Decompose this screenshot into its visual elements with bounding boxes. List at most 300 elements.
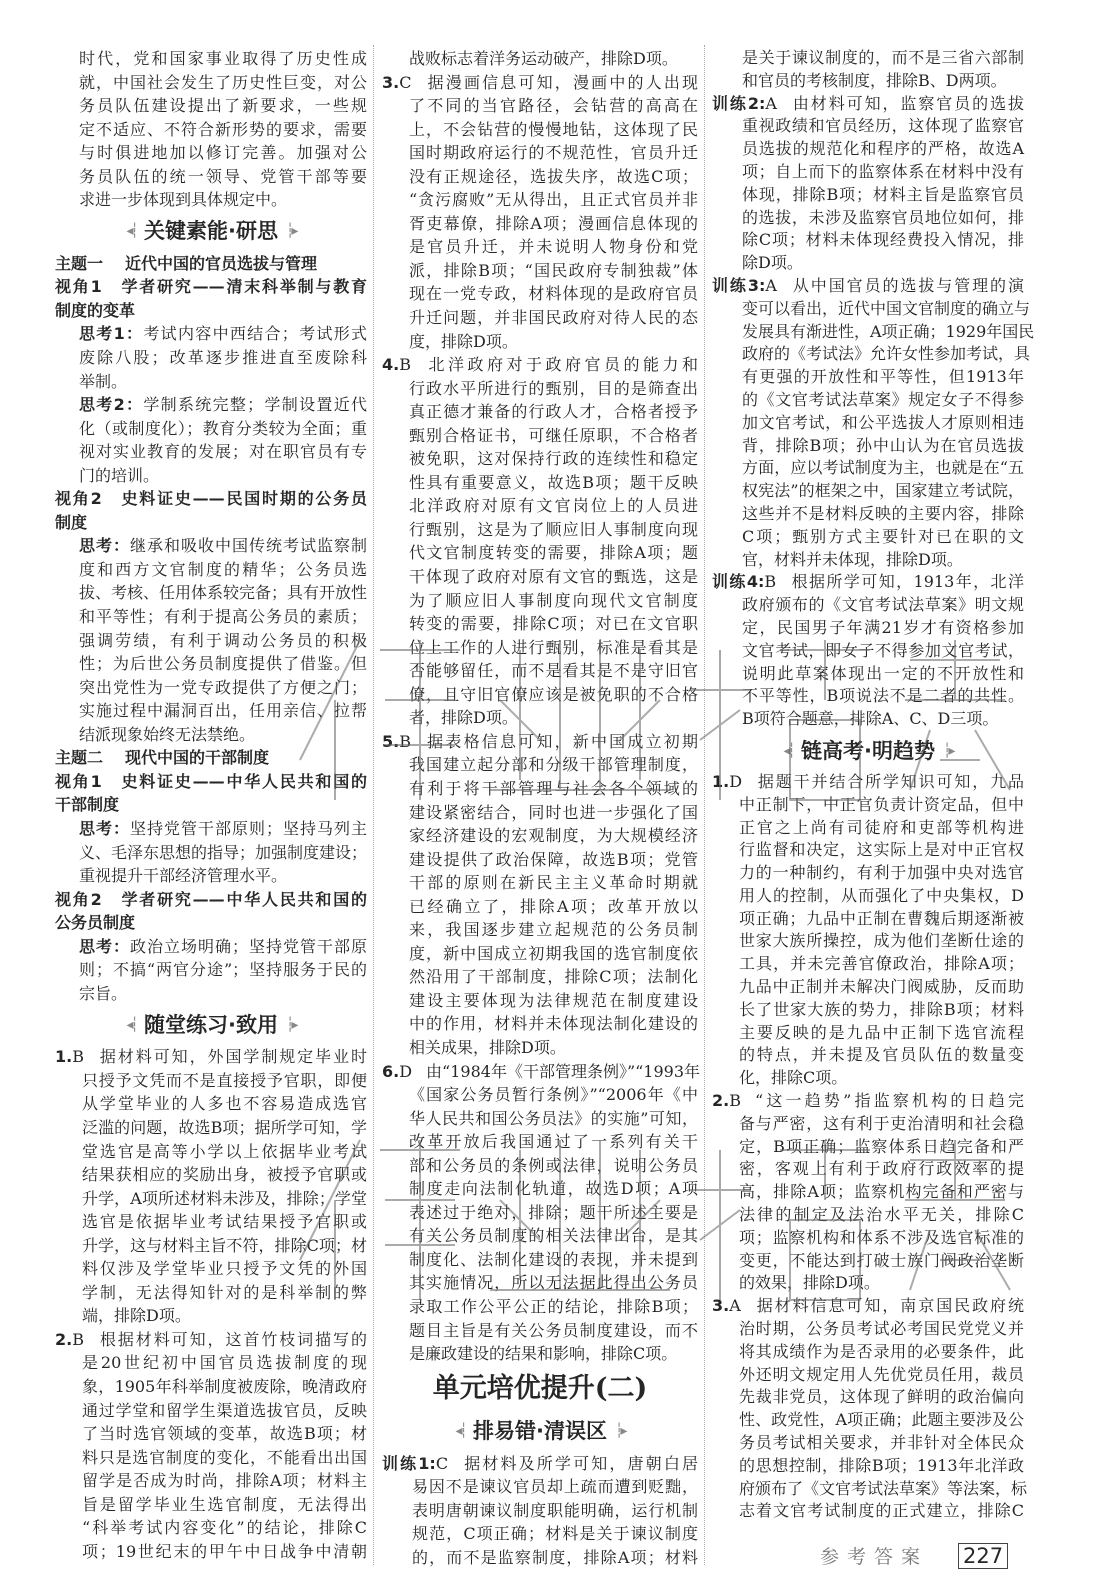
line-text: 是官员升迁，并未说明人物身份和党 — [409, 237, 698, 257]
text-line — [409, 447, 698, 471]
text-line — [412, 1499, 698, 1523]
line-text: 根据材料可知，这首竹枝词描写的 — [97, 1329, 367, 1349]
item-answer: B — [729, 1091, 741, 1111]
line-text: 变更，不能达到打破士族门阀政治垄断 — [739, 1250, 1024, 1270]
text-line — [79, 723, 367, 747]
text-line — [712, 771, 1024, 794]
line-text: 者，排除D项。 — [409, 708, 518, 728]
line-text: 《国家公务员暂行条例》”“2006年《中 — [409, 1085, 698, 1105]
line-text: 学者研究——中华人民共和国的 — [119, 889, 367, 909]
line-text: 加文官考试，和公平选拔人才原则相违 — [742, 412, 1024, 432]
text-line — [409, 753, 698, 777]
text-line — [742, 184, 1024, 207]
banner-deco-right-icon: ┆▸ — [614, 1422, 625, 1439]
text-line — [409, 47, 698, 71]
answer-item — [382, 47, 698, 71]
line-text: 北洋政府对原有文官岗位上的人员进 — [409, 496, 698, 516]
line-text: 性、政党性，A项正确；此题主要涉及公 — [739, 1410, 1024, 1430]
text-line — [412, 1546, 698, 1570]
answer-item — [382, 730, 698, 1060]
line-text: 行甄别，这是为了顺应旧人事制度向现 — [409, 519, 698, 539]
answer-item — [712, 571, 1024, 731]
text-line — [409, 118, 698, 142]
text-line — [409, 188, 698, 212]
line-text: 料只是选官制度的变化，不能看出出国 — [82, 1447, 367, 1467]
banner-deco-left-icon: ◂┆ — [126, 223, 136, 240]
answer-item — [382, 1060, 701, 1366]
text-line — [739, 862, 1024, 885]
line-text: 家经济建设的宏观制度，为大规模经济 — [409, 826, 698, 846]
text-line — [742, 321, 1035, 344]
line-text: 用人的控制，从而强化了中央集权，D — [739, 885, 1024, 905]
line-text: 高，排除A项；监察机构完备和严密与 — [739, 1182, 1024, 1202]
line-text: 根据所学可知，1913年，北洋 — [790, 572, 1024, 592]
line-text: C项；甄别方式主要针对已在职的文 — [742, 526, 1024, 546]
text-line — [409, 424, 698, 448]
item-answer: B — [399, 731, 411, 751]
line-text: 现在一党专政，材料体现的是政府官员 — [409, 284, 698, 304]
perspective-heading — [55, 487, 367, 534]
line-text: 战败标志着洋务运动破产，排除D项。 — [409, 49, 678, 68]
text-line — [742, 207, 1024, 230]
line-text: 政府颁布的《文官考试法草案》明文规 — [742, 595, 1024, 615]
text-line — [382, 1060, 701, 1084]
text-line — [79, 440, 367, 464]
line-text: 改革开放后我国通过了一系列有关干 — [409, 1132, 698, 1152]
paragraph — [55, 393, 367, 487]
line-text: 工具，并未完善官僚政治，排除A项； — [739, 954, 1024, 974]
label: 思考2： — [79, 395, 144, 415]
text-line — [79, 558, 367, 582]
line-text: 除C项；材料未体现经费投入情况，排 — [742, 230, 1024, 250]
line-text: 史料证史——民国时期的公务员 — [119, 489, 367, 509]
text-line — [409, 801, 698, 825]
text-line — [79, 165, 367, 189]
banner-title: 链高考·明趋势 — [801, 738, 935, 763]
text-line — [409, 706, 698, 730]
label: 思考1： — [79, 324, 144, 344]
line-text: 建设提供了政治保障，故选B项；党管 — [409, 849, 698, 869]
text-line — [79, 322, 367, 346]
text-line — [79, 94, 367, 118]
text-line — [739, 885, 1024, 908]
line-text: 重视提升干部经济管理水平。 — [79, 866, 288, 886]
line-text: 行监督和决定，这实际上是对中正官权 — [739, 840, 1024, 860]
text-line — [82, 1281, 367, 1305]
answer-column-1 — [55, 47, 367, 1563]
text-line — [409, 612, 698, 636]
line-text: 项；19世纪末的甲午中日战争中清朝 — [82, 1541, 367, 1561]
text-line — [79, 47, 367, 71]
text-line — [739, 1386, 1024, 1409]
line-text: 和官员的考核制度，排除B、D两项。 — [742, 70, 1007, 90]
line-text: 发展具有渐进性，A项正确；1929年国民 — [742, 321, 1035, 341]
line-text: 否能够留任，而不是看其是不是守旧官 — [409, 661, 698, 681]
text-line — [82, 1540, 367, 1564]
text-line — [82, 1422, 367, 1446]
line-text: 表述过于绝对，排除；题干所述主要是 — [409, 1202, 698, 1222]
line-text: 的效果，排除D项。 — [739, 1273, 880, 1293]
item-number: 2. — [55, 1329, 73, 1349]
text-line — [79, 188, 367, 212]
text-line — [79, 346, 367, 370]
line-text: 相关成果，排除D项。 — [409, 1037, 566, 1057]
line-text: “这一趋势”指监察机构的日趋完 — [754, 1091, 1024, 1111]
text-line — [409, 235, 698, 259]
line-text: 据题干并结合所学知识可知，九品 — [756, 771, 1024, 791]
line-text: 化（或制度化）；教育分类较为全面；重 — [79, 418, 367, 438]
text-line — [739, 953, 1024, 976]
text-line — [79, 935, 367, 959]
line-text: 录取工作公平公正的结论，排除B项； — [409, 1296, 698, 1316]
text-line — [739, 1227, 1024, 1250]
line-text: 位上工作的人进行甄别，标准是看其是 — [409, 637, 698, 657]
line-text: 变可以看出，近代中国文官制度的确立与 — [742, 298, 1031, 318]
label: 思考： — [79, 536, 130, 556]
line-text: 就，中国社会发生了历史性巨变，对公 — [79, 72, 367, 92]
text-line — [739, 1318, 1024, 1341]
text-line — [79, 141, 367, 165]
line-text: 正官之上尚有司徒府和吏部等机构进 — [739, 817, 1024, 837]
text-line — [79, 534, 367, 558]
line-text: 被免职，这对保持行政的连续性和稳定 — [409, 449, 698, 469]
text-line — [82, 1469, 367, 1493]
line-text: 的选拔，未涉及监察官员地位如何，排 — [742, 207, 1024, 227]
text-line — [82, 1116, 367, 1140]
text-line — [79, 817, 367, 841]
line-text: 题目主旨是有关公务员制度建设，而不 — [409, 1320, 698, 1340]
line-text: 中正制下，中正官负责计资定品，但中 — [739, 794, 1024, 814]
line-text: 结派现象始终无法禁绝。 — [79, 724, 256, 744]
text-line — [742, 594, 1024, 617]
text-line — [742, 389, 1024, 412]
line-text: 重视政绩和官员经历，这体现了监察官 — [742, 116, 1024, 136]
topic-heading — [55, 252, 367, 276]
text-line — [55, 511, 367, 535]
text-line — [409, 471, 698, 495]
item-answer: C — [435, 1453, 449, 1473]
line-text: 不平等性，B项说法不是二者的共性。 — [742, 686, 1024, 706]
line-text: 上，不会钻营的慢慢地钻，这体现了民 — [409, 119, 698, 139]
line-text: 项；监察机构和体系不涉及选官标准的 — [739, 1227, 1024, 1247]
text-line — [409, 1319, 698, 1343]
text-line — [409, 965, 698, 989]
text-line — [55, 793, 367, 817]
text-line — [409, 541, 698, 565]
text-line — [409, 1271, 698, 1295]
text-line — [409, 1036, 698, 1060]
banner-title: 随堂练习·致用 — [144, 1012, 278, 1037]
line-text: 华人民共和国公务员法》的实施”可知， — [409, 1108, 698, 1128]
item-answer: C — [399, 72, 412, 92]
item-answer: D — [729, 771, 743, 791]
line-text: 定，B项正确；监察体系日趋完备和严 — [739, 1136, 1024, 1156]
section-banner — [712, 731, 1024, 771]
line-text: 料仅涉及学堂毕业只授予文凭的外国 — [82, 1259, 367, 1279]
text-line — [739, 1341, 1024, 1364]
unit-heading: 单元培优提升(二) — [432, 1372, 648, 1404]
text-line — [409, 1012, 698, 1036]
line-text: 务员考试相关要求，并非针对全体民众 — [739, 1433, 1024, 1453]
line-text: 干体现了政府对原有文官的甄选，这是 — [409, 567, 698, 587]
line-text: “贪污腐败”无从得出，且正式官员并非 — [409, 190, 698, 210]
line-text: 据材料可知，外国学制规定毕业时 — [97, 1047, 367, 1067]
text-line — [409, 848, 698, 872]
text-line — [409, 1224, 698, 1248]
line-text: 僚，且守旧官僚应该是被免职的不合格 — [409, 684, 698, 704]
text-line — [412, 1475, 698, 1499]
text-line — [82, 1399, 367, 1423]
line-text: 员选拔的规范化和程序的严格，故选A — [742, 139, 1024, 159]
banner-title: 关键素能·研思 — [144, 219, 278, 244]
text-line — [409, 636, 698, 660]
text-line — [409, 871, 698, 895]
line-text: 端，排除D项。 — [82, 1306, 191, 1326]
line-text: “科举考试内容变化”的结论，排除C — [82, 1518, 367, 1538]
text-line — [55, 275, 367, 299]
line-text: 制度走向法制化轨道，故选D项；A项 — [409, 1179, 698, 1199]
item-number: 训练4: — [712, 572, 765, 592]
line-text: 的《文官考试法草案》规定女子不得参 — [742, 389, 1024, 409]
text-line — [82, 1493, 367, 1517]
line-text: 干部制度 — [55, 795, 120, 815]
footer-label: 参考答案 — [820, 1546, 929, 1568]
label: 视角2 — [55, 489, 102, 509]
text-line — [382, 1452, 698, 1476]
text-line — [742, 480, 1024, 503]
text-line — [79, 71, 367, 95]
line-text: 文官考试，即女子不得参加文官考试， — [742, 640, 1024, 660]
line-text: 时代，党和国家事业取得了历史性成 — [79, 49, 367, 68]
text-line — [409, 659, 698, 683]
text-line — [742, 640, 1024, 663]
item-answer: B — [72, 1329, 84, 1349]
topic-title: 近代中国的官员选拔与管理 — [125, 253, 318, 273]
line-text: 据材料信息可知，南京国民政府统 — [754, 1296, 1024, 1316]
topic-label: 主题一 — [55, 253, 104, 273]
text-line — [409, 1295, 698, 1319]
text-line — [82, 1069, 367, 1093]
text-line — [742, 435, 1024, 458]
text-line — [82, 1163, 367, 1187]
line-text: 坚持党管干部原则；坚持马列主 — [130, 818, 367, 838]
line-text: 度，新中国成立初期我国的选官制度依 — [409, 943, 698, 963]
text-line — [739, 1500, 1024, 1523]
line-text: 据表格信息可知，新中国成立初期 — [424, 731, 698, 751]
text-line — [742, 70, 1024, 93]
line-text: 甄别合格证书，可继任原职，不合格者 — [409, 425, 698, 445]
line-text: 九品中正制并未解决门阀威胁，反而助 — [739, 977, 1024, 997]
line-text: 从学堂毕业的人多也不容易造成选官 — [82, 1094, 367, 1114]
text-line — [739, 1113, 1024, 1136]
text-line — [742, 685, 1024, 708]
banner-deco-left-icon: ◂┆ — [126, 1016, 136, 1033]
text-line — [409, 400, 698, 424]
text-line — [82, 1092, 367, 1116]
text-line — [409, 683, 698, 707]
text-line — [742, 138, 1024, 161]
text-line — [409, 94, 698, 118]
line-text: 旨是留学毕业生选官制度，无法得出 — [82, 1494, 367, 1514]
answer-item — [382, 71, 698, 354]
line-text: 项正确；九品中正制在曹魏后期逐渐被 — [739, 908, 1024, 928]
line-text: 建设紧密结合，同时也进一步强化了国 — [409, 802, 698, 822]
text-line — [742, 366, 1024, 389]
text-line — [739, 1181, 1024, 1204]
text-line — [409, 282, 698, 306]
line-text: 废除八股；改革逐步推进直至废除科 — [79, 348, 367, 368]
column-divider — [704, 45, 705, 1565]
item-answer: A — [729, 1296, 741, 1316]
item-number: 训练2: — [712, 93, 766, 113]
line-text: 义、毛泽东思想的指导；加强制度建设； — [79, 842, 368, 862]
text-line — [79, 676, 367, 700]
paragraph — [55, 47, 367, 212]
answer-item — [382, 353, 698, 730]
text-line — [409, 306, 698, 330]
label: 视角1 — [55, 277, 102, 297]
text-line — [739, 930, 1024, 953]
answer-item — [55, 1328, 367, 1563]
line-text: 说明此草案体现出一定的不开放性和 — [742, 663, 1024, 683]
line-text: 没有正规途径，选拔失序，故选C项； — [409, 166, 698, 186]
text-line — [409, 165, 698, 189]
paragraph — [55, 817, 367, 888]
line-text: 史料证史——中华人民共和国的 — [119, 771, 367, 791]
banner-title: 排易错·清误区 — [473, 1418, 607, 1443]
column-divider — [373, 45, 374, 1565]
text-line — [79, 699, 367, 723]
paragraph — [55, 534, 367, 746]
line-text: 来，我国逐步建立起规范的公务员制 — [409, 920, 698, 940]
section-banner — [55, 212, 367, 252]
text-line — [739, 1136, 1024, 1159]
line-text: 将其成绩作为是否录用的必要条件，此 — [739, 1341, 1024, 1361]
text-line — [742, 229, 1024, 252]
line-text: 政治立场明确；坚持党管干部原 — [130, 936, 367, 956]
text-line — [409, 1201, 698, 1225]
label: 视角2 — [55, 889, 102, 909]
banner-deco-left-icon: ◂┆ — [455, 1422, 465, 1439]
text-line — [742, 663, 1024, 686]
line-text: 除D项。 — [742, 253, 803, 273]
text-line — [55, 888, 367, 912]
banner-deco-right-icon: ┆▸ — [285, 1016, 296, 1033]
line-text: 府颁布了《文官考试法草案》等法案，标 — [739, 1478, 1028, 1498]
line-text: 的思想控制，排除B项；1913年北洋政 — [739, 1455, 1024, 1475]
line-text: 实施过程中漏洞百出，任用亲信、拉帮 — [79, 701, 367, 721]
line-text: 升迁问题，并非国民政府对待人民的态 — [409, 308, 698, 328]
line-text: 了当时选官领域的变革，故选B项；材 — [82, 1424, 367, 1444]
line-text: 有利于将干部管理与社会各个领域的 — [409, 778, 698, 798]
answer-item — [382, 1452, 698, 1570]
text-line — [742, 549, 1024, 572]
line-text: 升学，A项所述材料未涉及，排除；学堂 — [82, 1188, 367, 1208]
line-text: 真正德才兼备的行政人才，合格者授予 — [409, 402, 698, 422]
text-line — [412, 1522, 698, 1546]
answer-column-2 — [382, 47, 701, 1569]
text-line — [79, 118, 367, 142]
perspective-heading — [55, 275, 367, 322]
text-line — [409, 1130, 698, 1154]
line-text: 性；为后世公务员制度提供了借鉴。但 — [79, 654, 367, 674]
line-text: 主要反映的是九品中正制下选官流程 — [739, 1022, 1024, 1042]
line-text: 外还明文规定用人先优党员任用，裁员 — [739, 1364, 1024, 1384]
text-line — [739, 1250, 1024, 1273]
item-number: 2. — [712, 1091, 730, 1111]
line-text: 其实施情况，所以无法据此得出公务员 — [409, 1273, 698, 1293]
line-text: 北洋政府对于政府官员的能力和 — [424, 355, 698, 375]
line-text: 治时期，公务员考试必考国民党党义并 — [739, 1319, 1024, 1339]
line-text: 突出党性为一党专政提供了方便之门； — [79, 677, 367, 697]
line-text: 有关公务员制度的相关法律出台，是其 — [409, 1226, 698, 1246]
text-line — [712, 275, 1024, 298]
page-footer — [820, 1542, 1008, 1569]
text-line — [739, 1455, 1024, 1478]
line-text: 宗旨。 — [79, 983, 128, 1003]
line-text: 强调劳绩，有利于调动公务员的积极 — [79, 630, 367, 650]
answer-item — [712, 275, 1035, 571]
line-text: 只授予文凭而不是直接授予官职，即便 — [82, 1070, 367, 1090]
line-text: 务员队伍的统一领导、党管干部等要 — [79, 166, 367, 186]
line-text: 中的作用，材料并未体现法制化建设的 — [409, 1014, 698, 1034]
line-text: 性具有重要意义，故选B项；题干反映 — [409, 472, 698, 492]
line-text: 化，排除C项。 — [739, 1068, 848, 1088]
text-line — [739, 817, 1024, 840]
text-line — [409, 918, 698, 942]
line-text: 拔、考核、任用体系较完备；具有开放性 — [79, 583, 368, 603]
text-line — [739, 839, 1024, 862]
line-text: 官，材料并未体现，排除D项。 — [742, 549, 963, 569]
text-line — [409, 518, 698, 542]
text-line — [739, 908, 1024, 931]
line-text: 结果获相应的奖励出身，被授予官职或 — [82, 1165, 367, 1185]
text-line — [55, 911, 367, 935]
line-text: 权宪法”的框架之中，国家建立考试院， — [742, 481, 1024, 501]
text-line — [742, 115, 1024, 138]
text-line — [409, 777, 698, 801]
text-line — [79, 393, 367, 417]
line-text: 密，客观上有利于政府行政效率的提 — [739, 1159, 1024, 1179]
item-answer: D — [399, 1061, 413, 1081]
line-text: 务员队伍建设提出了新要求，一些规 — [79, 96, 367, 116]
text-line — [55, 770, 367, 794]
answer-item — [712, 771, 1024, 1090]
line-text: 由材料可知，监察官员的选拔 — [790, 93, 1024, 113]
line-text: 则；不搞“两官分途”；坚持服务于民的 — [79, 960, 367, 980]
line-text: 与时俱进地加以修订完善。加强对公 — [79, 143, 367, 163]
label: 思考： — [79, 936, 130, 956]
text-line — [409, 377, 698, 401]
line-text: 建设主要体现为法律规范在制度建设 — [409, 990, 698, 1010]
text-line — [739, 1044, 1024, 1067]
paragraph — [55, 322, 367, 393]
item-number: 训练3: — [712, 275, 766, 295]
topic-label: 主题二 — [55, 748, 104, 768]
line-text: 政府的《考试法》允许女性参加考试，具 — [742, 344, 1031, 364]
text-line — [79, 864, 367, 888]
perspective-heading — [55, 770, 367, 817]
line-text: 志着文官考试制度的正式建立，排除C — [739, 1501, 1024, 1521]
line-text: 派，排除B项；“国民政府专制独裁”体 — [409, 260, 698, 280]
line-text: 代文官制度转变的需要，排除A项；题 — [409, 543, 698, 563]
line-text: 通过学堂和留学生渠道选拔官员，反映 — [82, 1400, 367, 1420]
text-line — [382, 353, 698, 377]
line-text: 据材料及所学可知，唐朝白居 — [462, 1453, 698, 1473]
text-line — [82, 1140, 367, 1164]
item-number: 1. — [55, 1047, 73, 1067]
text-line — [55, 1045, 367, 1069]
